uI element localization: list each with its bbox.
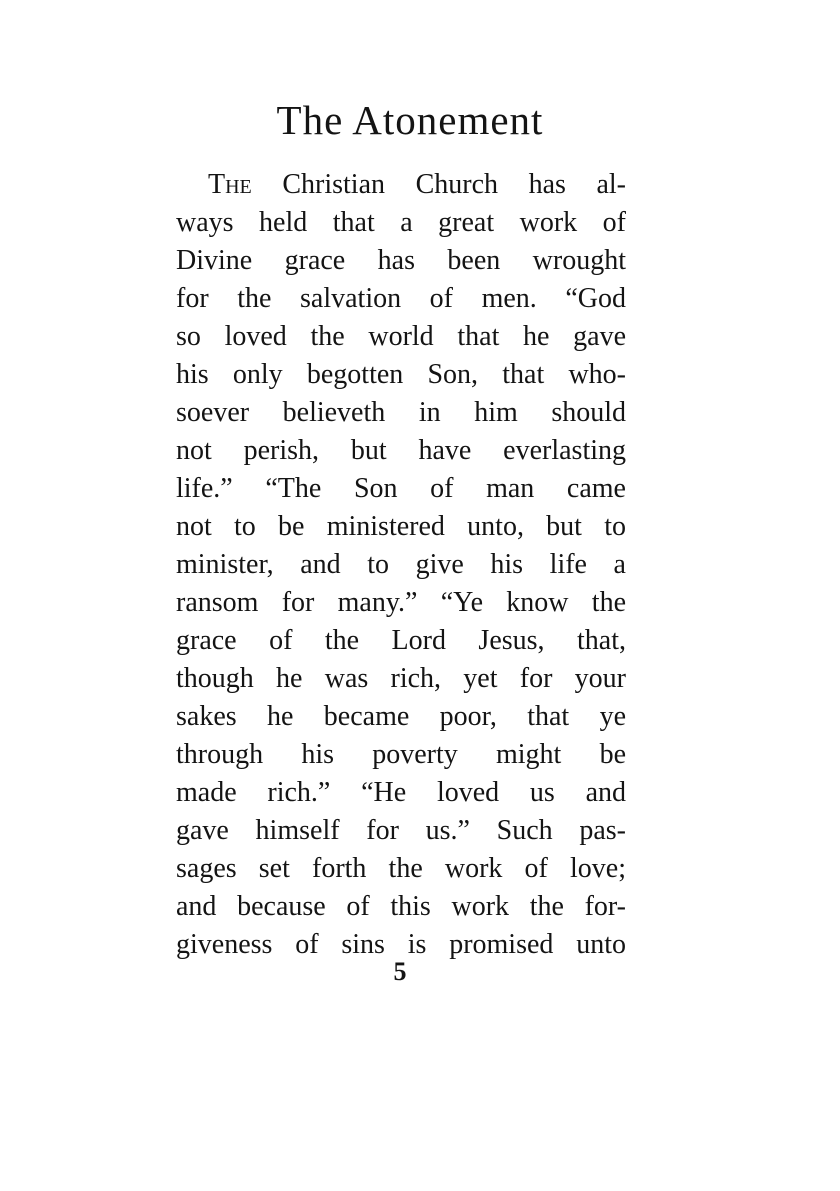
text-line: not to be ministered unto, but to bbox=[176, 511, 626, 542]
text-line: so loved the world that he gave bbox=[176, 321, 626, 352]
text-line: ways held that a great work of bbox=[176, 207, 626, 238]
text-line: though he was rich, yet for your bbox=[176, 663, 626, 694]
text-line: soever believeth in him should bbox=[176, 397, 626, 428]
text-line: not perish, but have everlasting bbox=[176, 435, 626, 466]
page-title: The Atonement bbox=[276, 97, 544, 143]
text-line: his only begotten Son, that who- bbox=[176, 359, 626, 390]
text-line: for the salvation of men. “God bbox=[176, 283, 626, 314]
text-line: minister, and to give his life a bbox=[176, 549, 626, 580]
drop-word: The bbox=[208, 169, 252, 200]
text-line: life.” “The Son of man came bbox=[176, 473, 626, 504]
text-line: sakes he became poor, that ye bbox=[176, 701, 626, 732]
text-line: gave himself for us.” Such pas- bbox=[176, 815, 626, 846]
text-line: sages set forth the work of love; bbox=[176, 853, 626, 884]
text-line: grace of the Lord Jesus, that, bbox=[176, 625, 626, 656]
text-line: Divine grace has been wrought bbox=[176, 245, 626, 276]
text-line bbox=[176, 166, 626, 204]
text-line: and because of this work the for- bbox=[176, 891, 626, 922]
text-line: made rich.” “He loved us and bbox=[176, 777, 626, 808]
text-line: giveness of sins is promised unto bbox=[176, 929, 626, 960]
text-line: through his poverty might be bbox=[176, 739, 626, 770]
text-line-rest: Christian Church has al- bbox=[251, 169, 626, 200]
text-line: ransom for many.” “Ye know the bbox=[176, 587, 626, 618]
body-paragraph bbox=[176, 166, 626, 964]
page-number: 5 bbox=[393, 957, 407, 986]
